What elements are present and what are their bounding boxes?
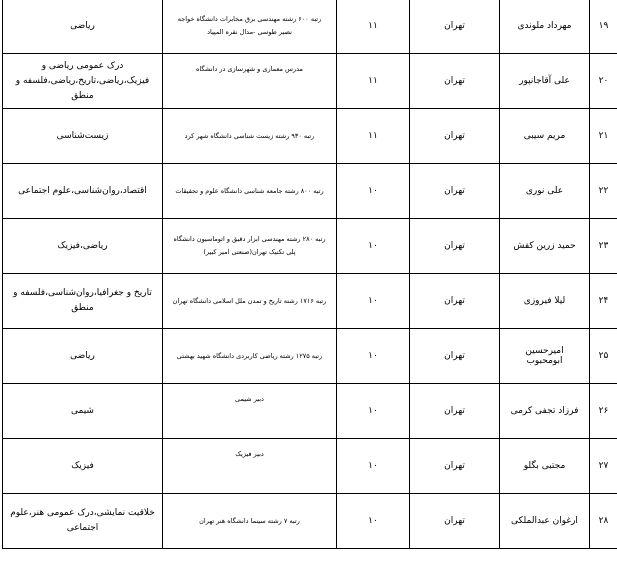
subjects-line: خلاقیت نمایشی،درک عمومی هنر،علوم اجتماعی <box>10 508 155 533</box>
description-line: رتبه ۷ رشته سینما دانشگاه هنر تهران <box>199 516 300 525</box>
description-line: رتبه ۱۷۱۶ رشته تاریخ و تمدن ملل اسلامی دانشگاه تهران <box>172 296 327 305</box>
subjects <box>3 0 163 54</box>
city: تهران <box>410 219 500 274</box>
subjects <box>3 329 163 384</box>
table-row <box>3 494 617 549</box>
city: تهران <box>410 109 500 164</box>
city: تهران <box>410 329 500 384</box>
table-row <box>3 439 617 494</box>
city: تهران <box>410 164 500 219</box>
subjects <box>3 384 163 439</box>
description-line: نصیر طوسی -مدال نقره المپیاد <box>207 28 292 36</box>
subjects <box>3 439 163 494</box>
subjects-line: زیست‌شناسی <box>56 130 109 141</box>
row-number: ۲۵ <box>590 329 617 384</box>
count: ۱۰ <box>337 219 410 274</box>
description-line: رتبه ۲۸۰ رشته مهندسی ابزار دقیق و اتوماسیون دانشگاه <box>173 235 326 243</box>
subjects <box>3 54 163 109</box>
teacher-name: علی نوری <box>500 164 590 219</box>
row-number: ۲۰ <box>590 54 617 109</box>
count: ۱۰ <box>337 494 410 549</box>
city: تهران <box>410 439 500 494</box>
teacher-name: امیرحسین ابومحبوب <box>500 329 590 384</box>
description <box>163 439 337 494</box>
subjects-line: ریاضی <box>70 350 95 361</box>
subjects-line: ریاضی <box>70 20 95 31</box>
description <box>163 219 337 274</box>
teacher-name: حمید زرین کفش <box>500 219 590 274</box>
count: ۱۰ <box>337 329 410 384</box>
city: تهران <box>410 0 500 54</box>
row-number: ۲۴ <box>590 274 617 329</box>
count: ۱۰ <box>337 439 410 494</box>
description <box>163 164 337 219</box>
city: تهران <box>410 494 500 549</box>
description-line: پلی تکنیک تهران(صنعتی امیر کبیر) <box>203 248 296 256</box>
teacher-name: مریم سیبی <box>500 109 590 164</box>
subjects-line: تاریخ و جغرافیا،روان‌شناسی،فلسفه و منطق <box>13 288 152 313</box>
city: تهران <box>410 274 500 329</box>
subjects-line: ریاضی،فیزیک <box>57 240 108 251</box>
description <box>163 54 337 109</box>
teacher-name: مجتبی بگلو <box>500 439 590 494</box>
table-row <box>3 164 617 219</box>
description-line: رتبه ۶۰۰ رشته مهندسی برق مخابرات دانشگاه خواجه <box>177 15 322 23</box>
row-number: ۲۱ <box>590 109 617 164</box>
description <box>163 0 337 54</box>
description-line: مدرس معماری و شهرسازی در دانشگاه <box>195 65 304 73</box>
teacher-name: علی آقاجانپور <box>500 54 590 109</box>
description-line: دبیر فیزیک <box>235 450 264 458</box>
subjects-line: اقتصاد،روان‌شناسی،علوم اجتماعی <box>18 185 147 196</box>
teacher-name: ارغوان عبدالملکی <box>500 494 590 549</box>
subjects <box>3 219 163 274</box>
teacher-name: مهرداد ملوندی <box>500 0 590 54</box>
count: ۱۱ <box>337 54 410 109</box>
row-number: ۲۶ <box>590 384 617 439</box>
description <box>163 109 337 164</box>
table-row <box>3 384 617 439</box>
row-number: ۲۷ <box>590 439 617 494</box>
table-row <box>3 329 617 384</box>
row-number: ۲۲ <box>590 164 617 219</box>
table-row <box>3 109 617 164</box>
teacher-name: فرزاد تجفی کرمی <box>500 384 590 439</box>
subjects-line: شیمی <box>71 405 94 416</box>
row-number: ۲۸ <box>590 494 617 549</box>
count: ۱۰ <box>337 384 410 439</box>
description <box>163 494 337 549</box>
count: ۱۱ <box>337 109 410 164</box>
description <box>163 329 337 384</box>
subjects <box>3 494 163 549</box>
subjects <box>3 109 163 164</box>
subjects-line: درک عمومی ریاضی و <box>41 60 124 71</box>
description-line: رتبه ۸۰۰ رشته جامعه شناسی دانشگاه علوم و تحقیقات <box>175 186 324 195</box>
row-number: ۲۳ <box>590 219 617 274</box>
subjects-line: فیزیک،ریاضی،تاریخ،ریاضی،فلسفه و منطق <box>15 75 150 101</box>
subjects-line: فیزیک <box>71 460 94 471</box>
row-number: ۱۹ <box>590 0 617 54</box>
description-line: رتبه ۹۳۰ رشته زیست شناسی دانشگاه شهر کرد <box>184 131 315 140</box>
description <box>163 274 337 329</box>
teacher-name: لیلا فیروزی <box>500 274 590 329</box>
table-row <box>3 219 617 274</box>
table-row <box>3 0 617 54</box>
city: تهران <box>410 54 500 109</box>
city: تهران <box>410 384 500 439</box>
table-body <box>3 0 617 549</box>
description-line: رتبه ۱۲۷۵ رشته ریاضی کاربردی دانشگاه شهید بهشتی <box>176 351 323 360</box>
description-line: دبیر شیمی <box>235 395 264 403</box>
count: ۱۰ <box>337 164 410 219</box>
count: ۱۰ <box>337 274 410 329</box>
table-row <box>3 54 617 109</box>
table-row <box>3 274 617 329</box>
subjects <box>3 164 163 219</box>
count: ۱۱ <box>337 0 410 54</box>
teachers-table <box>2 0 617 549</box>
description <box>163 384 337 439</box>
subjects <box>3 274 163 329</box>
